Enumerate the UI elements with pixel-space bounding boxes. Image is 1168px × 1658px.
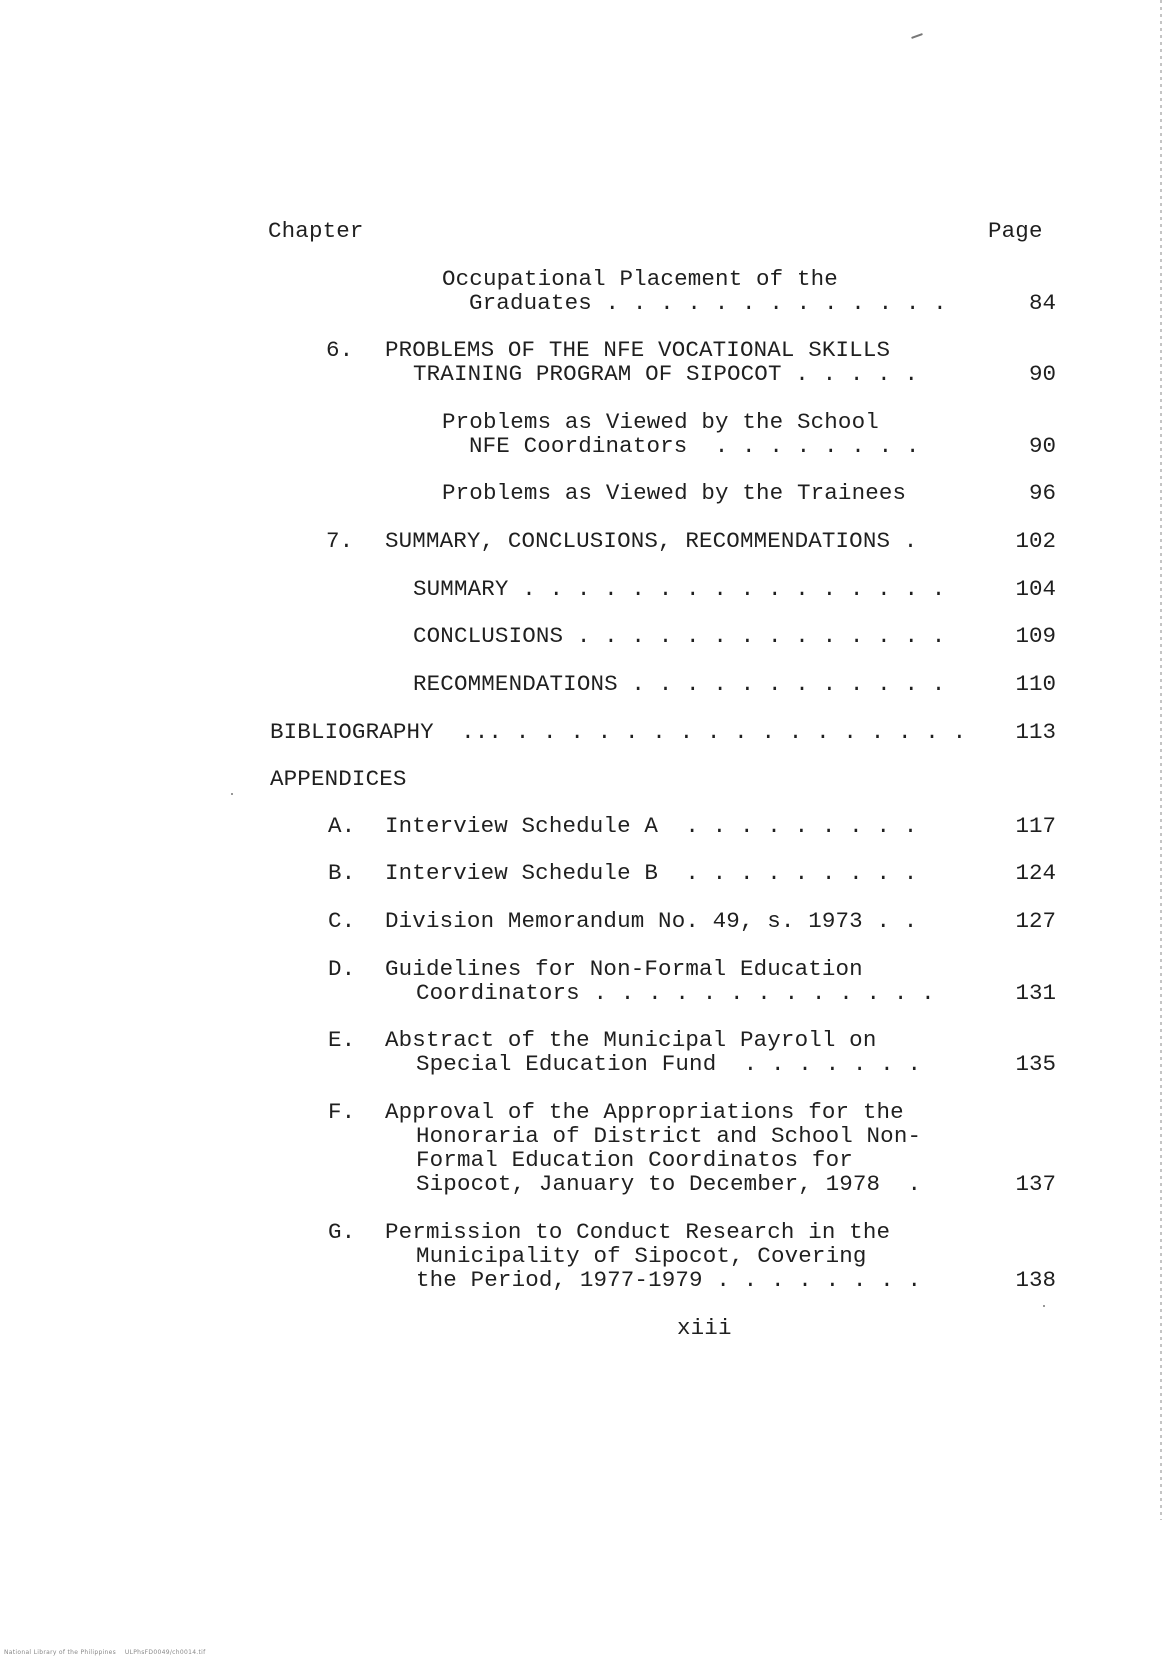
toc-entry-title: Problems as Viewed by the Trainees <box>442 480 907 506</box>
toc-entry-page: 90 <box>1028 361 1056 387</box>
toc-entry-number: 7. <box>326 528 354 554</box>
scan-edge-artifact <box>1160 0 1162 1520</box>
toc-entry-title: SUMMARY, CONCLUSIONS, RECOMMENDATIONS . <box>385 528 918 554</box>
toc-entry-number: C. <box>328 908 356 934</box>
toc-entry-title-cont: Municipality of Sipocot, Covering <box>416 1243 867 1269</box>
toc-entry-page: 109 <box>1015 623 1056 649</box>
toc-entry-page: 138 <box>1015 1267 1056 1293</box>
toc-entry-title-cont: the Period, 1977-1979 . . . . . . . . <box>416 1267 922 1293</box>
toc-entry-page: 127 <box>1015 908 1056 934</box>
toc-entry-page: 104 <box>1015 576 1056 602</box>
toc-entry-title: Interview Schedule A . . . . . . . . . <box>385 813 918 839</box>
toc-entry-title: PROBLEMS OF THE NFE VOCATIONAL SKILLS <box>385 337 891 363</box>
toc-entry-title: CONCLUSIONS . . . . . . . . . . . . . . <box>413 623 946 649</box>
toc-entry-page: 84 <box>1028 290 1056 316</box>
toc-entry-title-cont: Sipocot, January to December, 1978 . <box>416 1171 922 1197</box>
toc-entry-title: BIBLIOGRAPHY ... . . . . . . . . . . . . . . . . . <box>270 719 967 745</box>
toc-entry-number: G. <box>328 1219 356 1245</box>
toc-entry-number: B. <box>328 860 356 886</box>
chapter-heading: Chapter <box>268 218 364 244</box>
toc-entry-title-cont: Graduates . . . . . . . . . . . . . <box>469 290 947 316</box>
scan-footer-text: National Library of the Philippines ULPhsFD0049/ch0014.tif <box>4 1649 206 1656</box>
toc-entry-page: 135 <box>1015 1051 1056 1077</box>
toc-entry-page: 113 <box>1015 719 1056 745</box>
toc-entry-page: 117 <box>1015 813 1056 839</box>
toc-entry-title-cont: Coordinators . . . . . . . . . . . . . <box>416 980 935 1006</box>
toc-entry-title: Permission to Conduct Research in the <box>385 1219 891 1245</box>
toc-entry-page: 110 <box>1015 671 1056 697</box>
scan-speck <box>1043 1305 1045 1307</box>
page-heading: Page <box>988 218 1043 244</box>
toc-entry-title-cont: Special Education Fund . . . . . . . <box>416 1051 922 1077</box>
toc-entry-number: F. <box>328 1099 356 1125</box>
toc-entry-title: Abstract of the Municipal Payroll on <box>385 1027 877 1053</box>
scan-speck <box>231 793 233 795</box>
toc-entry-title: Interview Schedule B . . . . . . . . . <box>385 860 918 886</box>
toc-entry-title: Approval of the Appropriations for the <box>385 1099 904 1125</box>
toc-entry-page: 137 <box>1015 1171 1056 1197</box>
toc-entry-title-cont: TRAINING PROGRAM OF SIPOCOT . . . . . <box>413 361 919 387</box>
toc-entry-number: D. <box>328 956 356 982</box>
toc-entry-title: Occupational Placement of the <box>442 266 838 292</box>
toc-entry-page: 102 <box>1015 528 1056 554</box>
toc-entry-number: A. <box>328 813 356 839</box>
toc-entry-page: 96 <box>1028 480 1056 506</box>
page-folio: xiii <box>677 1315 732 1341</box>
toc-entry-page: 131 <box>1015 980 1056 1006</box>
toc-entry-title-cont: NFE Coordinators . . . . . . . . <box>469 433 920 459</box>
toc-entry-title: Guidelines for Non-Formal Education <box>385 956 863 982</box>
toc-entry-title: RECOMMENDATIONS . . . . . . . . . . . . <box>413 671 946 697</box>
toc-entry-title: APPENDICES <box>270 766 407 792</box>
toc-entry-title: Division Memorandum No. 49, s. 1973 . . <box>385 908 918 934</box>
toc-entry-page: 90 <box>1028 433 1056 459</box>
toc-entry-number: E. <box>328 1027 356 1053</box>
toc-entry-title-cont: Formal Education Coordinatos for <box>416 1147 853 1173</box>
toc-entry-page: 124 <box>1015 860 1056 886</box>
toc-entry-number: 6. <box>326 337 354 363</box>
toc-entry-title: Problems as Viewed by the School <box>442 409 879 435</box>
scan-mark <box>911 33 923 39</box>
toc-entry-title: SUMMARY . . . . . . . . . . . . . . . . <box>413 576 946 602</box>
toc-entry-title-cont: Honoraria of District and School Non- <box>416 1123 922 1149</box>
